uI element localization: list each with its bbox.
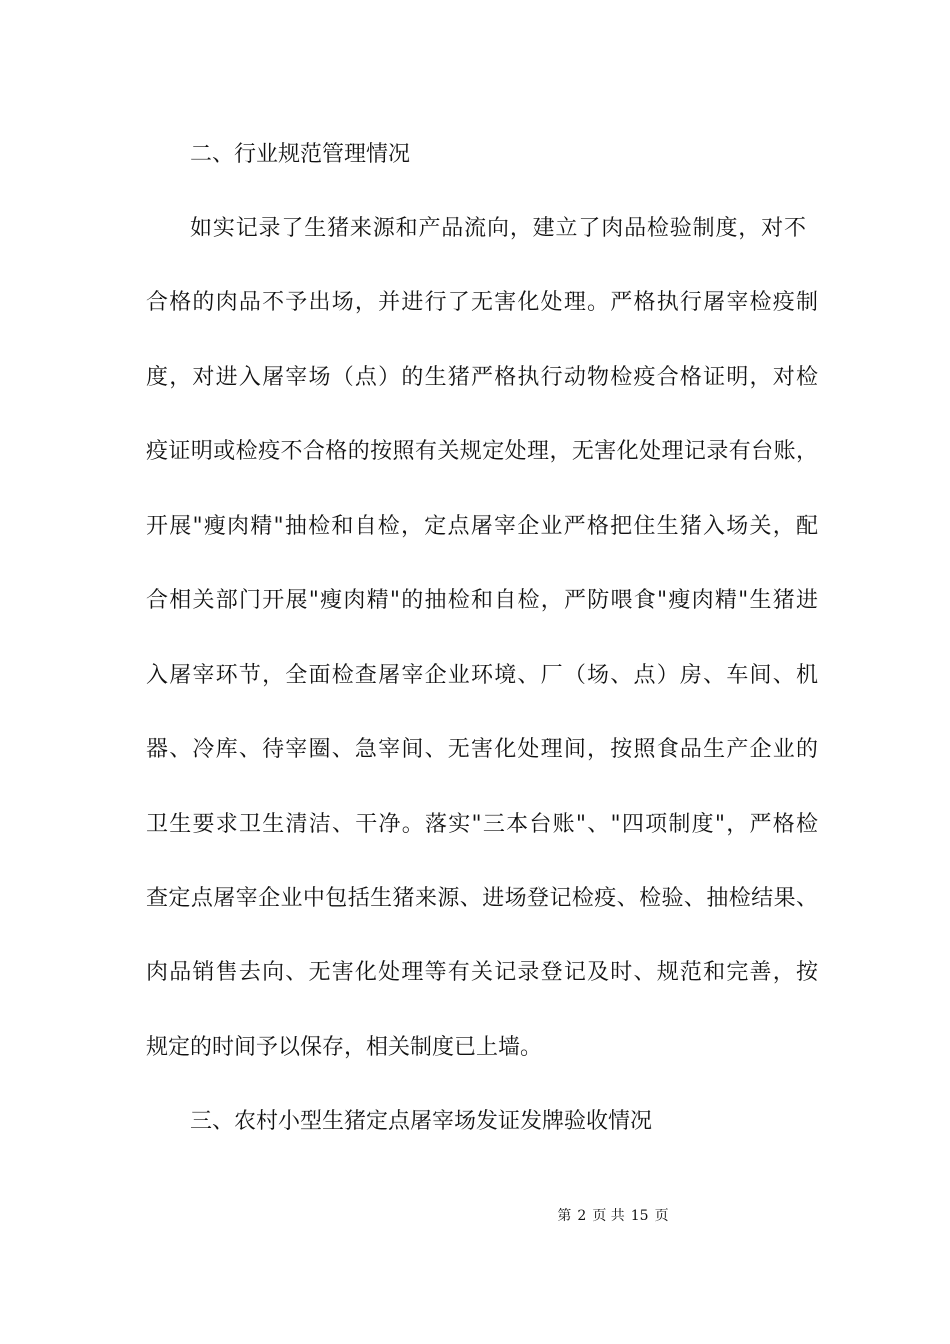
paragraph-line-12: 规定的时间予以保存，相关制度已上墙。 — [146, 1035, 543, 1060]
footer-suffix: 页 — [654, 1208, 669, 1224]
paragraph-line-6: 合相关部门开展"瘦肉精"的抽检和自检，严防喂食"瘦肉精"生猪进 — [146, 588, 818, 613]
section-heading-2: 二、行业规范管理情况 — [190, 142, 411, 167]
page-number — [557, 1206, 668, 1226]
paragraph-line-5: 开展"瘦肉精"抽检和自检，定点屠宰企业严格把住生猪入场关，配 — [146, 514, 818, 539]
section-heading-3: 三、农村小型生猪定点屠宰场发证发牌验收情况 — [190, 1109, 653, 1134]
paragraph-line-11: 肉品销售去向、无害化处理等有关记录登记及时、规范和完善，按 — [146, 960, 818, 985]
paragraph-line-1: 如实记录了生猪来源和产品流向，建立了肉品检验制度，对不 — [190, 216, 806, 241]
paragraph-line-10: 查定点屠宰企业中包括生猪来源、进场登记检疫、检验、抽检结果、 — [146, 886, 818, 911]
footer-current-page: 2 — [577, 1208, 587, 1224]
paragraph-line-4: 疫证明或检疫不合格的按照有关规定处理，无害化处理记录有台账， — [146, 439, 818, 464]
footer-total-pages: 15 — [630, 1208, 649, 1224]
paragraph-line-7: 入屠宰环节，全面检查屠宰企业环境、厂（场、点）房、车间、机 — [146, 663, 818, 688]
paragraph-line-2: 合格的肉品不予出场，并进行了无害化处理。严格执行屠宰检疫制 — [146, 290, 818, 315]
page-footer — [0, 1206, 950, 1226]
paragraph-line-8: 器、冷库、待宰圈、急宰间、无害化处理间，按照食品生产企业的 — [146, 737, 818, 762]
paragraph-line-9: 卫生要求卫生清洁、干净。落实"三本台账"、"四项制度"，严格检 — [146, 812, 818, 837]
footer-middle: 页 共 — [592, 1208, 625, 1224]
paragraph-line-3: 度，对进入屠宰场（点）的生猪严格执行动物检疫合格证明，对检 — [146, 365, 818, 390]
footer-prefix: 第 — [557, 1208, 572, 1224]
